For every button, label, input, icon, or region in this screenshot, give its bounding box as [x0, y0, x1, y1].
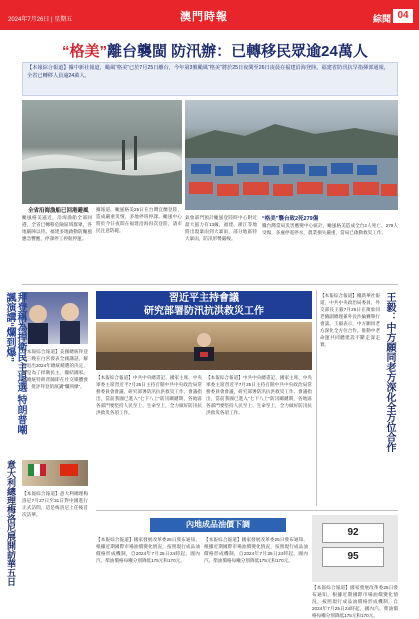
harbor-illustration [185, 100, 398, 210]
right-photo-caption: “格美”襲台致2死279傷 [262, 216, 319, 222]
xi-headline-banner [96, 291, 312, 319]
issue-date: 2024年7月26日 | 星期五 [8, 17, 73, 23]
left-photo-caption: 全省沿海漁船已回港避風 [28, 208, 89, 214]
italy-flags-photo [22, 460, 88, 486]
storm-surge-photo [22, 100, 182, 204]
biden-headline: 拜登稱為捍衛民主退選 特朗普嘲諷演講“爛到爆” [4, 292, 26, 435]
page-number: 04 [393, 9, 413, 23]
xi-body-col-1: 【本報綜合報道】中共中央總書記、國家主席、中央軍委主席習近平7月25日主持召開中共中央政治局常務委員會會議，研究部署防汛抗洪救災工作。會議指出，當前我國已進入“七下八上”防汛關鍵期，各地區各部門要堅持人民至上、生命至上，全力做好防汛抗洪救災各項工作。 [96, 375, 202, 415]
wave-illustration [22, 100, 182, 204]
lead-headline [62, 40, 368, 61]
harbor-fishing-boats-photo [185, 100, 398, 210]
fuel-sign-bottom: 95 [322, 547, 384, 567]
flags-illustration [22, 460, 88, 486]
fuel-body-col-3: 【本報綜合報道】國家發展改革委25日發布通知，根據近期國際市場油價變化情況，按照現行成品油價格形成機制，自2024年7月25日24時起，國內汽、柴油價格每噸分別降低175元和170元。 [312, 585, 398, 618]
portrait-illustration [22, 292, 88, 344]
lead-headline-quoted: “格美” [62, 43, 108, 60]
xi-body-col-2: 【本報綜合報道】中共中央總書記、國家主席、中央軍委主席習近平7月25日主持召開中共中央政治局常務委員會會議，研究部署防汛抗洪救災工作。會議指出，當前我國已進入“七下八上”防汛關鍵期，各地區各部門要堅持人民至上、生命至上，全力做好防汛抗洪救災各項工作。 [206, 375, 312, 415]
lead-body-col-3: 氣象部門預計颱風登陸時中心附近最大風力有13級，福建、浙江等地將出現暴雨到大暴雨，部分地區特大暴雨，防汛形勢嚴峻。 [185, 215, 257, 241]
masthead [0, 0, 419, 30]
meeting-illustration [96, 322, 312, 370]
lead-body-col-2: 據報道，颱風格美25日在台灣宜蘭登陸，造成嚴重災情，多地停班停課。颱風中心將於今日夜間在福建沿海再次登陸，請市民注意防範。 [96, 207, 182, 233]
wangyi-headline: 王毅：中方願同老方深化全方位合作 [384, 292, 395, 452]
italy-body: 【本報綜合報道】意大利總理梅洛尼7月27日至31日對中國進行正式訪問，這是梅洛尼上任後首次訪華。 [22, 491, 88, 517]
newspaper-logo: 澳門時報 [180, 10, 228, 23]
fuel-body-col-1: 【本報綜合報道】國家發展改革委25日發布通知，根據近期國際市場油價變化情況，按照現行成品油價格形成機制，自2024年7月25日24時起，國內汽、柴油價格每噸分別降低175元和170元。 [96, 537, 200, 563]
xi-headline-line-2: 研究部署防汛抗洪救災工作 [144, 306, 264, 317]
lead-body-col-4: 據台灣當局災害應變中心統計，颱風格美造成全台2人死亡、279人受傷，多處停電停水，農業損失嚴重，當局已啟動救災工作。 [262, 223, 398, 235]
fuel-body-col-2: 【本報綜合報道】國家發展改革委25日發布通知，根據近期國際市場油價變化情況，按照現行成品油價格形成機制，自2024年7月25日24時起，國內汽、柴油價格每噸分別降低175元和170元。 [204, 537, 308, 563]
biden-photo [22, 292, 88, 344]
section-name: 綜聞 [372, 14, 391, 24]
xi-headline-line-1: 習近平主持會議 [169, 293, 239, 304]
section-divider [22, 284, 398, 285]
fuel-headline: 內地成品油價下調 [150, 518, 286, 532]
column-divider [316, 290, 317, 506]
xi-meeting-photo [96, 322, 312, 370]
lead-headline-rest: 離台襲閩 防汛辦：已轉移民眾逾24萬人 [107, 43, 368, 60]
lead-summary: 【本報綜合報道】據中新社報道，颱風“格美”已於7月25日離台，今年第3號颱風“格美”將於25日夜間至26日凌晨在福建沿海登陸。福建省防汛抗旱指揮部通報，全省已轉移人員逾24萬人。 [22, 62, 398, 96]
fuel-divider [96, 510, 398, 511]
italy-headline: 意大利總理梅洛尼展開訪華五日 [6, 460, 16, 586]
lead-body-col-1: 颱風格美逼近，沿海漁船全部回港，全省已轉移危險區域群眾，各地嚴陣以待。福建多地啟動防颱風應急響應，停課停工停航停運。 [22, 215, 92, 241]
fuel-sign-top: 92 [322, 523, 384, 543]
biden-body: 【本報綜合報道】美國總統拜登周三晚在白宮發表全國講話，解釋退出2024年總統競選的決定，稱是為了捍衛民主、團結國家。前總統特朗普隨即在社交媒體發文，批評拜登的演講“爛到爆”。 [22, 349, 88, 389]
fuel-price-sign-photo [312, 515, 398, 582]
wangyi-body: 【本報綜合報道】據新華社報道，中共中央政治局委員、外交部長王毅7月25日在萬象同老撾副總理兼外長沙倫賽舉行會談。王毅表示，中方願同老方深化全方位合作，推動中老命運共同體建設不斷走深走實。 [320, 293, 380, 347]
